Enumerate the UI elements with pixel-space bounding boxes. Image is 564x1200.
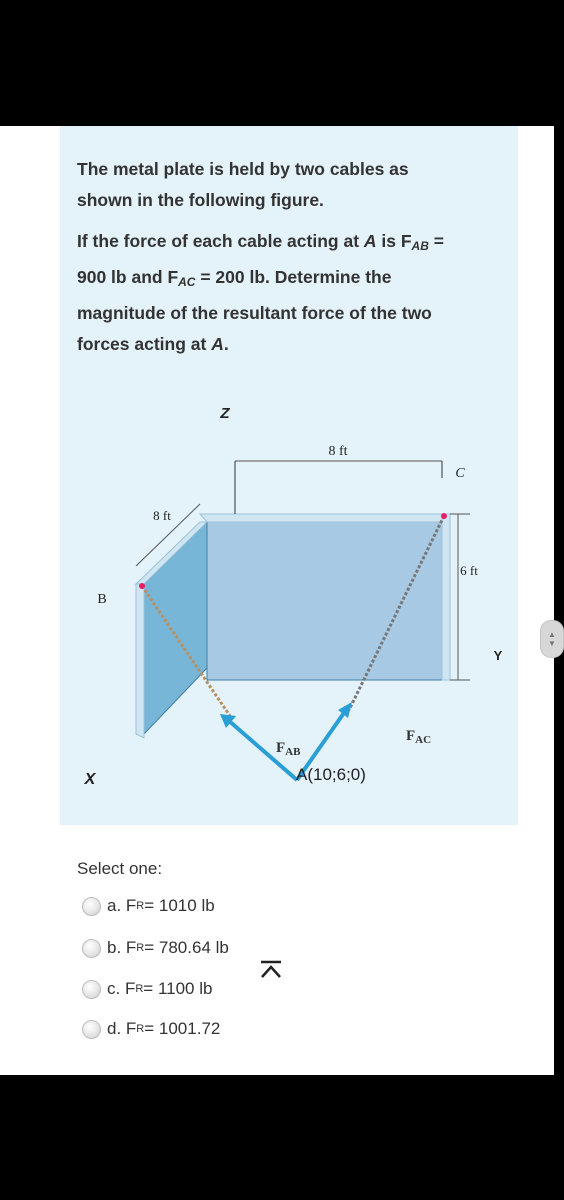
- axis-label-y: Y: [493, 648, 503, 663]
- option-subscript: R: [136, 942, 145, 954]
- option-letter: c. F: [107, 979, 136, 998]
- answer-option-a[interactable]: [82, 893, 215, 919]
- option-subscript: R: [135, 983, 144, 995]
- chevron-down-icon: ▼: [548, 639, 556, 648]
- question-line: shown in the following figure.: [77, 190, 324, 210]
- text: If the force of each cable acting at: [77, 231, 364, 251]
- option-letter: a. F: [107, 896, 137, 915]
- select-one-prompt: Select one:: [77, 859, 163, 878]
- force-ac-subscript: AC: [415, 734, 432, 746]
- screen: [0, 126, 554, 1075]
- answers-section: [60, 825, 518, 1075]
- point-label: A: [211, 334, 224, 354]
- point-a-label: A(10;6;0): [296, 765, 366, 784]
- force-ac-symbol: F: [406, 728, 416, 744]
- text: .: [223, 334, 229, 354]
- axis-label-x: X: [84, 771, 96, 788]
- point-label-b: B: [97, 592, 107, 607]
- radio-button[interactable]: [82, 897, 101, 916]
- answer-option-d[interactable]: [82, 1016, 220, 1042]
- option-text: = 1010 lb: [144, 896, 215, 915]
- force-label-ab: [276, 740, 301, 758]
- force-label-ac: [406, 728, 431, 746]
- question-paragraph-1: [77, 154, 507, 216]
- radio-button[interactable]: [82, 1020, 101, 1039]
- question-panel: [60, 126, 518, 825]
- question-line: magnitude of the resultant force of the two: [77, 303, 432, 323]
- question-line: [77, 226, 507, 262]
- radio-button[interactable]: [82, 980, 101, 999]
- dimension-side: 8 ft: [153, 508, 171, 523]
- text: = 200 lb. Determine the: [195, 267, 392, 287]
- dimension-height: 6 ft: [460, 563, 478, 578]
- option-text: = 1001.72: [144, 1019, 221, 1038]
- collapse-up-icon[interactable]: [258, 959, 284, 981]
- question-paragraph-2: [77, 226, 507, 360]
- axis-label-z: Z: [220, 405, 230, 422]
- subscript: AC: [178, 275, 196, 289]
- answer-option-b[interactable]: [82, 935, 229, 961]
- text: forces acting at: [77, 334, 212, 354]
- text: is F: [376, 231, 412, 251]
- option-subscript: R: [136, 900, 145, 912]
- subscript: AB: [411, 239, 429, 253]
- force-ab-symbol: F: [276, 740, 286, 756]
- question-line: [77, 329, 507, 360]
- option-subscript: R: [136, 1023, 145, 1035]
- question-line: The metal plate is held by two cables as: [77, 159, 409, 179]
- force-ab-subscript: AB: [285, 746, 301, 758]
- chevron-up-icon: ▲: [548, 630, 556, 639]
- figure: [60, 380, 518, 825]
- question-line: [77, 262, 507, 298]
- dimension-top: 8 ft: [328, 444, 348, 459]
- side-toggle-icon[interactable]: [540, 620, 564, 658]
- point-label-c: C: [455, 466, 465, 481]
- answer-option-c[interactable]: [82, 976, 212, 1002]
- point-label: A: [363, 231, 377, 251]
- option-text: = 1100 lb: [143, 979, 213, 998]
- radio-button[interactable]: [82, 939, 101, 958]
- option-text: = 780.64 lb: [144, 938, 229, 957]
- option-letter: b. F: [107, 938, 137, 957]
- text: 900 lb and F: [77, 267, 179, 287]
- text: =: [428, 231, 444, 251]
- option-letter: d. F: [107, 1019, 137, 1038]
